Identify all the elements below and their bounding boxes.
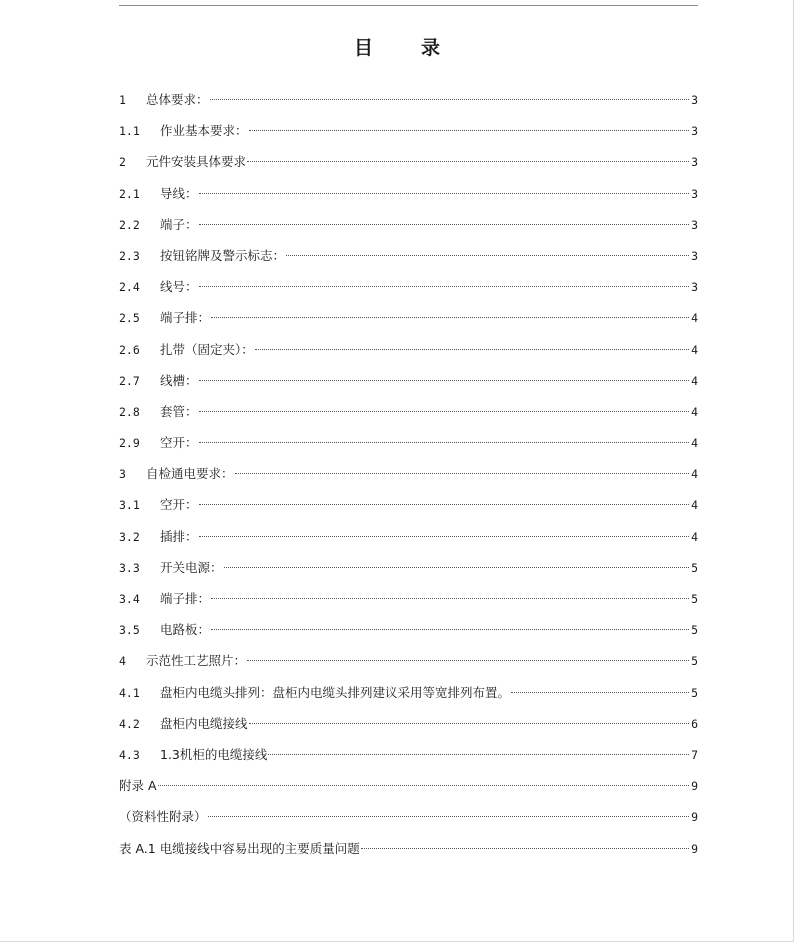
toc-leader-dots <box>361 848 689 849</box>
toc-leader-dots <box>224 567 690 568</box>
toc-entry-page: 3 <box>691 155 698 170</box>
toc-leader-dots <box>199 411 690 412</box>
toc-leader-dots <box>210 99 690 100</box>
toc-title <box>0 33 794 60</box>
toc-list <box>119 89 698 869</box>
toc-entry-text: 表 A.1 电缆接线中容易出现的主要质量问题 <box>119 840 360 856</box>
toc-entry-number: 2.6 <box>119 342 140 357</box>
toc-leader-dots <box>199 224 690 225</box>
toc-entry-number: 2.3 <box>119 248 140 263</box>
toc-entry-page: 3 <box>691 217 698 232</box>
toc-entry-number: 2.4 <box>119 280 140 295</box>
toc-entry-text: 开关电源： <box>160 559 223 575</box>
toc-entry-page: 5 <box>691 654 698 669</box>
toc-entry[interactable] <box>119 183 698 214</box>
toc-entry-number: 3.2 <box>119 529 140 544</box>
toc-entry-number: 1.1 <box>119 124 140 139</box>
toc-entry-text: 1.3机柜的电缆接线 <box>160 746 268 762</box>
toc-entry-text: 套管： <box>160 403 198 419</box>
toc-entry-number: 3.5 <box>119 623 140 638</box>
toc-leader-dots <box>199 536 690 537</box>
toc-entry-page: 4 <box>691 404 698 419</box>
toc-leader-dots <box>511 692 689 693</box>
toc-entry-page: 3 <box>691 280 698 295</box>
toc-entry[interactable] <box>119 775 698 806</box>
toc-entry-number: 3 <box>119 467 126 482</box>
toc-entry[interactable] <box>119 650 698 681</box>
toc-entry-text: 盘柜内电缆接线 <box>160 715 248 731</box>
toc-entry-text: 线槽： <box>160 372 198 388</box>
toc-entry[interactable] <box>119 339 698 370</box>
toc-leader-dots <box>247 660 689 661</box>
toc-entry[interactable] <box>119 619 698 650</box>
header-rule <box>119 5 698 6</box>
toc-leader-dots <box>255 349 689 350</box>
toc-entry-page: 4 <box>691 467 698 482</box>
toc-entry-page: 7 <box>691 747 698 762</box>
toc-entry-page: 5 <box>691 685 698 700</box>
toc-entry-text: 线号： <box>160 279 198 295</box>
toc-entry-text: 盘柜内电缆头排列：盘柜内电缆头排列建议采用等宽排列布置。 <box>160 684 511 700</box>
toc-entry[interactable] <box>119 276 698 307</box>
toc-entry-page: 4 <box>691 373 698 388</box>
toc-entry[interactable] <box>119 151 698 182</box>
toc-entry-text: 附录 A <box>119 778 157 794</box>
toc-entry-page: 4 <box>691 529 698 544</box>
toc-leader-dots <box>208 816 690 817</box>
toc-entry-text: 自检通电要求： <box>146 466 234 482</box>
toc-title-char-1: 目 <box>353 37 373 59</box>
toc-entry[interactable] <box>119 806 698 837</box>
toc-entry-number: 4.1 <box>119 685 140 700</box>
toc-entry-text: 电路板： <box>160 622 211 638</box>
toc-entry-text: 端子排： <box>160 591 211 606</box>
toc-leader-dots <box>247 161 689 162</box>
toc-entry-text: 端子： <box>160 216 198 232</box>
toc-entry-page: 3 <box>691 124 698 139</box>
toc-entry-text: 按钮铭牌及警示标志： <box>160 247 286 263</box>
toc-leader-dots <box>249 130 690 131</box>
toc-entry-number: 3.4 <box>119 592 140 606</box>
toc-entry[interactable] <box>119 370 698 401</box>
toc-entry-number: 3.1 <box>119 498 140 513</box>
toc-leader-dots <box>199 193 690 194</box>
toc-entry-text: 元件安装具体要求 <box>146 154 247 170</box>
toc-entry-text: 插排： <box>160 528 198 544</box>
toc-title-char-2: 录 <box>421 37 441 59</box>
toc-entry-page: 9 <box>691 779 698 794</box>
toc-entry-number: 2.8 <box>119 404 140 419</box>
toc-entry-text: （资料性附录） <box>119 809 207 825</box>
toc-entry-text: 总体要求： <box>146 92 209 107</box>
toc-leader-dots <box>199 286 690 287</box>
toc-leader-dots <box>211 629 689 630</box>
toc-entry-number: 3.3 <box>119 560 140 575</box>
toc-leader-dots <box>235 473 690 474</box>
toc-entry[interactable] <box>119 744 698 775</box>
toc-entry-page: 4 <box>691 342 698 357</box>
toc-leader-dots <box>286 255 689 256</box>
toc-entry-text: 扎带（固定夹）： <box>160 341 254 357</box>
toc-leader-dots <box>199 442 690 443</box>
toc-entry[interactable] <box>119 713 698 744</box>
toc-entry-text: 作业基本要求： <box>160 123 248 139</box>
toc-entry[interactable] <box>119 838 698 869</box>
toc-leader-dots <box>211 598 689 599</box>
toc-entry-number: 4.3 <box>119 747 140 762</box>
toc-leader-dots <box>249 723 690 724</box>
toc-entry-number: 2 <box>119 155 126 170</box>
toc-entry[interactable] <box>119 245 698 276</box>
toc-entry-text: 导线： <box>160 185 198 201</box>
toc-entry-number: 2.1 <box>119 186 140 201</box>
toc-leader-dots <box>158 785 690 786</box>
toc-entry[interactable] <box>119 494 698 525</box>
toc-entry-page: 6 <box>691 716 698 731</box>
toc-entry-page: 9 <box>691 810 698 825</box>
toc-entry-number: 2.5 <box>119 311 140 326</box>
toc-entry[interactable] <box>119 588 698 619</box>
toc-entry-number: 2.2 <box>119 217 140 232</box>
toc-leader-dots <box>199 504 690 505</box>
toc-leader-dots <box>268 754 689 755</box>
toc-entry-page: 5 <box>691 623 698 638</box>
toc-entry[interactable] <box>119 214 698 245</box>
toc-entry[interactable] <box>119 682 698 713</box>
toc-entry-page: 3 <box>691 93 698 107</box>
toc-entry-page: 3 <box>691 186 698 201</box>
toc-entry-text: 示范性工艺照片： <box>146 653 247 669</box>
toc-entry-page: 5 <box>691 592 698 606</box>
toc-entry[interactable] <box>119 307 698 338</box>
toc-entry-number: 2.7 <box>119 373 140 388</box>
toc-entry-page: 5 <box>691 560 698 575</box>
toc-entry-page: 4 <box>691 498 698 513</box>
toc-entry-page: 9 <box>691 841 698 856</box>
toc-entry-number: 1 <box>119 93 126 107</box>
toc-entry-text: 端子排： <box>160 310 211 326</box>
toc-entry-page: 3 <box>691 248 698 263</box>
toc-entry-page: 4 <box>691 311 698 326</box>
toc-entry[interactable] <box>119 120 698 151</box>
toc-entry[interactable] <box>119 401 698 432</box>
toc-entry-number: 4.2 <box>119 716 140 731</box>
toc-entry-number: 2.9 <box>119 436 140 451</box>
toc-entry[interactable] <box>119 463 698 494</box>
toc-entry[interactable] <box>119 89 698 120</box>
toc-entry-text: 空开： <box>160 497 198 513</box>
toc-entry[interactable] <box>119 526 698 557</box>
toc-entry-text: 空开： <box>160 435 198 451</box>
toc-entry[interactable] <box>119 432 698 463</box>
toc-entry[interactable] <box>119 557 698 588</box>
toc-leader-dots <box>199 380 690 381</box>
toc-leader-dots <box>211 317 689 318</box>
toc-entry-page: 4 <box>691 436 698 451</box>
toc-entry-number: 4 <box>119 654 126 669</box>
